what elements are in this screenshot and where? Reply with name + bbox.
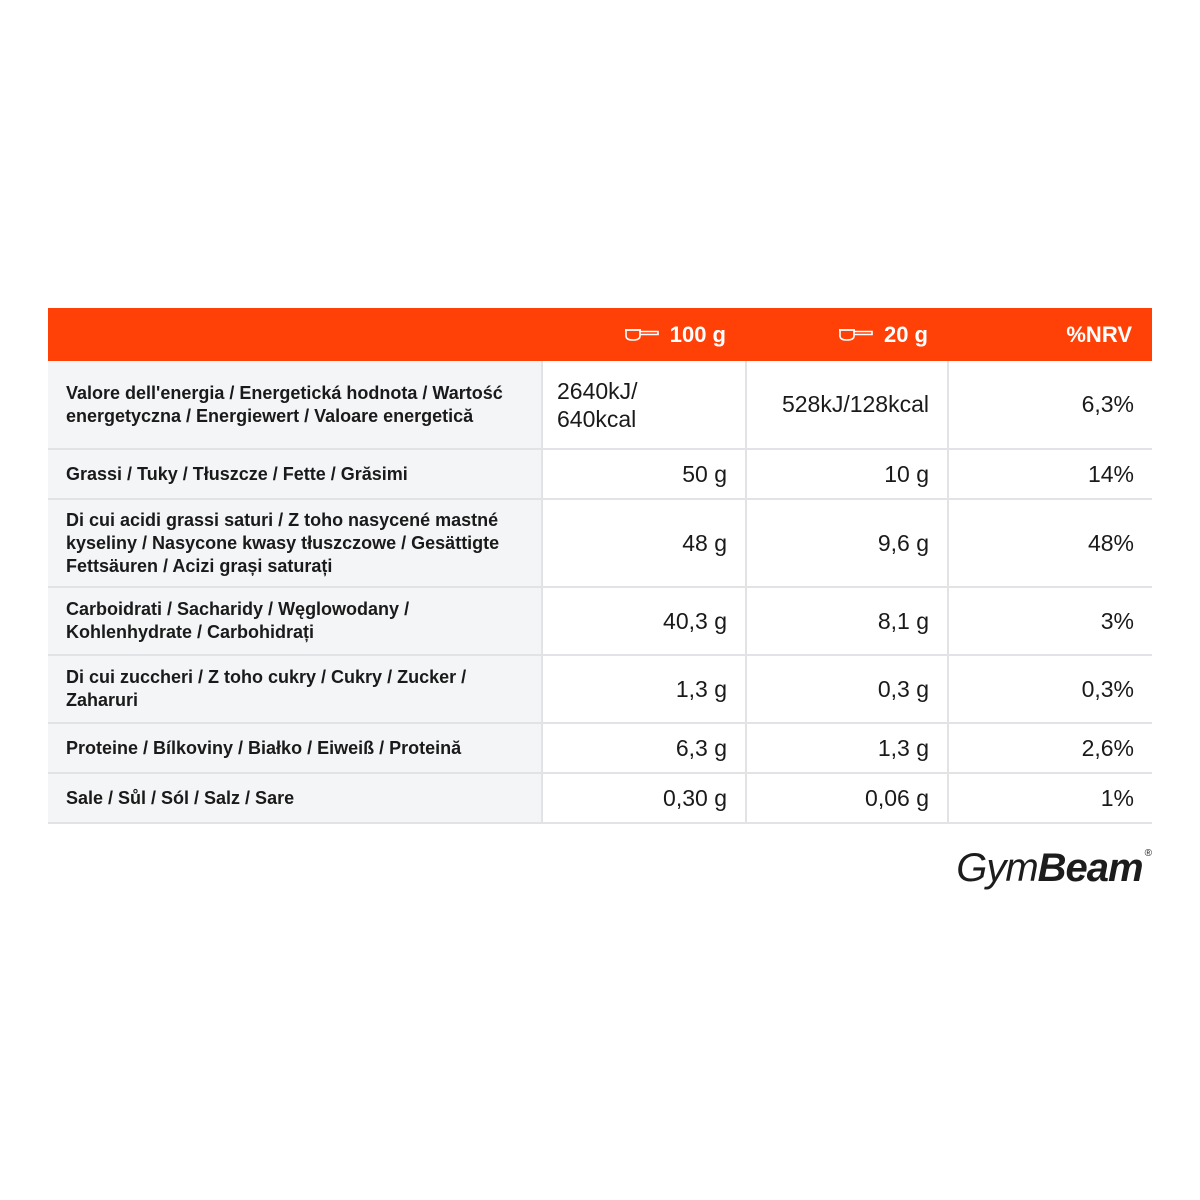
table-row (48, 655, 1152, 723)
scoop-icon (624, 326, 660, 342)
value-per-100g: 48 g (542, 499, 746, 587)
header-per-100g (542, 308, 746, 361)
value-nrv: 1% (948, 773, 1152, 823)
logo-text-beam: Beam (1037, 846, 1143, 890)
value-nrv: 0,3% (948, 655, 1152, 723)
registered-mark: ® (1144, 848, 1152, 859)
value-per-20g: 10 g (746, 449, 948, 499)
nutrient-name: Sale / Sůl / Sól / Salz / Sare (48, 773, 542, 823)
scoop-icon (838, 326, 874, 342)
value-per-100g: 40,3 g (542, 587, 746, 655)
nutrition-table (48, 308, 1152, 824)
nutrient-name: Valore dell'energia / Energetická hodnota / Wartość energetyczna / Energiewert / Valoare energetică (48, 361, 542, 449)
nutrient-name: Di cui zuccheri / Z toho cukry / Cukry / Zucker / Zaharuri (48, 655, 542, 723)
value-nrv: 6,3% (948, 361, 1152, 449)
table-row (48, 587, 1152, 655)
table-header-row (48, 308, 1152, 361)
value-per-20g: 0,3 g (746, 655, 948, 723)
value-per-20g: 528kJ/128kcal (746, 361, 948, 449)
value-nrv: 48% (948, 499, 1152, 587)
header-per-20g (746, 308, 948, 361)
table-row (48, 773, 1152, 823)
header-nrv: %NRV (948, 308, 1152, 361)
value-per-100g: 50 g (542, 449, 746, 499)
header-per-20g-label: 20 g (883, 321, 928, 347)
nutrient-name: Proteine / Bílkoviny / Białko / Eiweiß / Proteină (48, 723, 542, 773)
value-per-20g: 8,1 g (746, 587, 948, 655)
value-per-100g: 0,30 g (542, 773, 746, 823)
table-row (48, 449, 1152, 499)
value-per-20g: 0,06 g (746, 773, 948, 823)
value-per-100g: 1,3 g (542, 655, 746, 723)
nutrient-name: Di cui acidi grassi saturi / Z toho nasycené mastné kyseliny / Nasycone kwasy tłuszczowe / Gesättigte Fettsäuren / Acizi grași saturați (48, 499, 542, 587)
header-per-100g-label: 100 g (669, 321, 726, 347)
value-nrv: 3% (948, 587, 1152, 655)
value-nrv: 14% (948, 449, 1152, 499)
value-nrv: 2,6% (948, 723, 1152, 773)
value-per-20g: 1,3 g (746, 723, 948, 773)
logo-text-gym: Gym (956, 846, 1038, 890)
table-row (48, 723, 1152, 773)
nutrient-name: Carboidrati / Sacharidy / Węglowodany / Kohlenhydrate / Carbohidrați (48, 587, 542, 655)
value-per-100g: 6,3 g (542, 723, 746, 773)
gymbeam-logo (956, 846, 1152, 896)
nutrient-name: Grassi / Tuky / Tłuszcze / Fette / Grăsimi (48, 449, 542, 499)
value-per-20g: 9,6 g (746, 499, 948, 587)
header-empty-cell (48, 308, 542, 361)
table-row (48, 499, 1152, 587)
value-per-100g: 2640kJ/ 640kcal (542, 361, 746, 449)
table-row (48, 361, 1152, 449)
